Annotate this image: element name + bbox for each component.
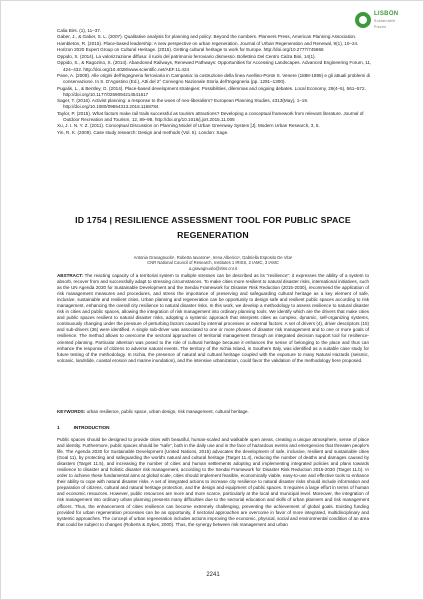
reference-item: Horizon 2020 Expert Group on Cultural Heritage. (2015). Getting cultural heritage to work for Europe. http://doi.org/10.2777/745666 (57, 47, 324, 53)
abstract (57, 273, 369, 364)
reference-item: Oppido, S., & Ragozino, S. (2014). Abandoned Railways, Renewed Pathways: Opportunities for Accessing Landscapes. Advanced Engineering Forum, 11, 424–432. http://doi.org/10.4028/www.scientific.net/AEF.11.424 (57, 60, 372, 72)
reference-item: Calia Birs. (1), 11–37. (57, 28, 102, 33)
author-names: Antonia Gravagnuolo¹, Roberta Iavarone¹, Irena Alberico¹, Gabriella Esposito De Vita¹ (133, 255, 293, 260)
reference-list (57, 28, 377, 136)
reference-item: Oppido, S. (2014). La valorizzazione diffusa: il ruolo del patrimonio ferroviario dismesso. Bollettino Del Centro Calza Bini, 14(1). (57, 53, 316, 59)
logo-wordmark (374, 11, 409, 30)
author-block (57, 255, 369, 271)
author-affiliation: CNR National Council of Research, Institutes 1 IRISS, 2 IAMC, 3 IAMC (147, 260, 279, 266)
abstract-text: The reacting capacity of a territorial system to multiple stresses can be described as its "resilience": it expresses the ability of a system to absorb, recover from and successfully adapt to stressing circumstances. To make cities more resilient to natural disaster risks, international initiatives, such as the UN Agenda 2030 for Sustainable Development and the Sendai Framework for Disaster Risk Reduction (2015-2030), recommend the application of risk management measures and procedures, and stress the importance of preserving and safeguarding cultural heritage as a key element of safe, inclusive, sustainable and resilient cities. Urban planning and regeneration can be opportunity to design safe and resilient public spaces according to risk management, enhancing the overall city resilience to natural disaster risks. In this work, we develop a methodology to assess resilience to natural disaster risk in cities and public spaces, allowing the integration of risk management into ordinary planning tools. We identify which are the drivers that make cities and public spaces resilient to natural disaster risks, adopting a systemic approach that interprets cities as complex, dynamic, self-organizing systems, continuously changing under the pressure of perturbing factors caused by internal processes or external factors. A set of drivers (4), driver descriptors (15) and sub-drivers (36) were identified. A single sub-driver was associated to one or more phases of disaster risk management and to one or more goals of resilience. The method allows to overcome the sectoral approaches of territorial management through an integrated decision support tool for resilience-oriented planning. Particular attention was posed to the role of cultural heritage because it enhances the sense of belonging to the place and thus can enhance the response of citizens to adverse natural events. The territory of the Ischia Island, in Southern Italy, was identified as a suitable case study for future testing of the methodology. In Ischia, the presence of natural and cultural heritage coupled with the exposure to many Natural Hazards (seismic, volcanic, landslide, coastal erosion and marine inundation), and the intensive urbanization, could favor the validation of the methodology here proposed. (57, 273, 369, 363)
reference-item: Pane, A. (2008). Alle origini dell'ingegneria ferroviaria in Campania: la costruzione della linea Avellino-Ponte S. Venere (1888-1895) e gli attuali problemi di conservazione. In S. D'Agostino (Ed.), Atti del 2° Convegno Nazionale Storia dell'Ingegneria (pp. 1291–1300). (57, 73, 371, 85)
keywords (57, 409, 369, 415)
section-title: INTRODUCTION (73, 425, 110, 430)
section-number: 1 (57, 425, 60, 430)
introduction-text: Public spaces should be designed to provide cities with beautiful, human-scaled and walkable open areas, creating a unique atmosphere, sense of place and identity. Furthermore, public spaces should be "safe", both in the daily use and in the face of hazardous events and emergencies that threaten people's life. The Agenda 2030 for Sustainable Development (United Nations, 2015) advocates the development of safe, inclusive, resilient and sustainable cities (Goal 11), by protecting and safeguarding the world's natural and cultural heritage (Target 11.4), reducing the number of deaths and damages caused by disasters (Target 11.5), and increasing the number of cities and human settlements adopting and implementing integrated policies and plans towards resilience to disaster and holistic disaster risk management, according to the Sendai Framework for Disaster Risk Reduction 2015-2030 (Target 11.b). In order to achieve these fundamental aims at global scale, cities should implement feasible, economically viable, easy-to-use and effective tools to enhance their ability to cope with natural disaster risks. A set of integrated actions to increase city resilience to natural disaster risks should include information and preparation of citizens, cultural and natural heritage protection, and the design and equipment of public spaces. It requires a large effort in terms of human and economic resources. However, public resources are more and more scarce, particularly at the local and municipal level. Moreover, the integration of risk management into ordinary urban planning presents many difficulties due to the sectorial education and skills of urban planners and risk management officers. Thus, the enhancement of cities resilience can become extremely challenging, preventing the achievement of global goals. Existing funding provided for urban regeneration processes can be an opportunity, if sectorial approaches are overcome in favor of more integrated, multidisciplinary and systemic approaches. The concept of urban regeneration includes actions improving the economic, physical, social and environmental condition of an area that could be subject to changes (Roberts & Sykes, 2000). Thus, the synergy between risk management and urban (57, 437, 369, 527)
reference-item: Sager, T. (2016). Activist planning: a response to the woes of neo-liberalism? European Planning Studies, 4313(May), 1–19. http://doi.org/10.1080/09654313.2016.1168784 (57, 98, 309, 110)
keywords-text: urban resilience, public space, urban design, risk management, cultural heritage. (86, 409, 249, 414)
logo-name: LISBON (373, 10, 399, 17)
reference-item: Gaber, J., & Gaber, S. L. (2007). Qualitative analysis for planning and policy: Beyond the numbers. Planners Press, American Planning Association. (57, 34, 357, 40)
reference-item: Yin, R. K. (2009). Case study research: Design and methods (Vol. 5). London: Sage. (57, 129, 229, 135)
section-heading (57, 425, 369, 430)
reference-item: Xu, J. I. N. Y. Z. (2011). Conceptual Discussion on Planning Model of Urban Greenway System [J]. Modern Urban Research, 3, 5. (57, 123, 320, 129)
reference-item: Pugalis, L., & Bentley, G. (2014). Place-based development strategies: Possibilities, dilemmas and ongoing debates. Local Economy, 29(4–5), 561–572. http://doi.org/10.1177/0269094214541617 (57, 85, 366, 97)
logo-tagline: Sustainable Places (373, 18, 396, 29)
reference-item: Taylor, P. (2015). What factors make rail trails successful as tourism attractions? Developing a conceptual framework from relevant literature. Journal of Outdoor Recreation and Tourism, 12, 89–98. http://doi.org/10.1016/j.jort.2015.11.005 (57, 110, 364, 122)
keywords-label: KEYWORDS: (57, 409, 86, 414)
abstract-label: ABSTRACT: (57, 273, 84, 278)
paper-title: ID 1754 | RESILIENCE ASSESSMENT TOOL FOR PUBLIC SPACE REGENERATION (75, 215, 351, 240)
reference-item: Hambleton, R. (2015). Place-based leadership: A new perspective on urban regeneration. Journal of Urban Regeneration and Renewal, 9(1), 10–24. (57, 40, 359, 46)
author-email: a.gravagnuolo@iriss.cnr.it (188, 265, 238, 271)
conference-logo (355, 12, 409, 28)
logo-icon (355, 12, 371, 28)
page-number: 2241 (206, 572, 220, 578)
